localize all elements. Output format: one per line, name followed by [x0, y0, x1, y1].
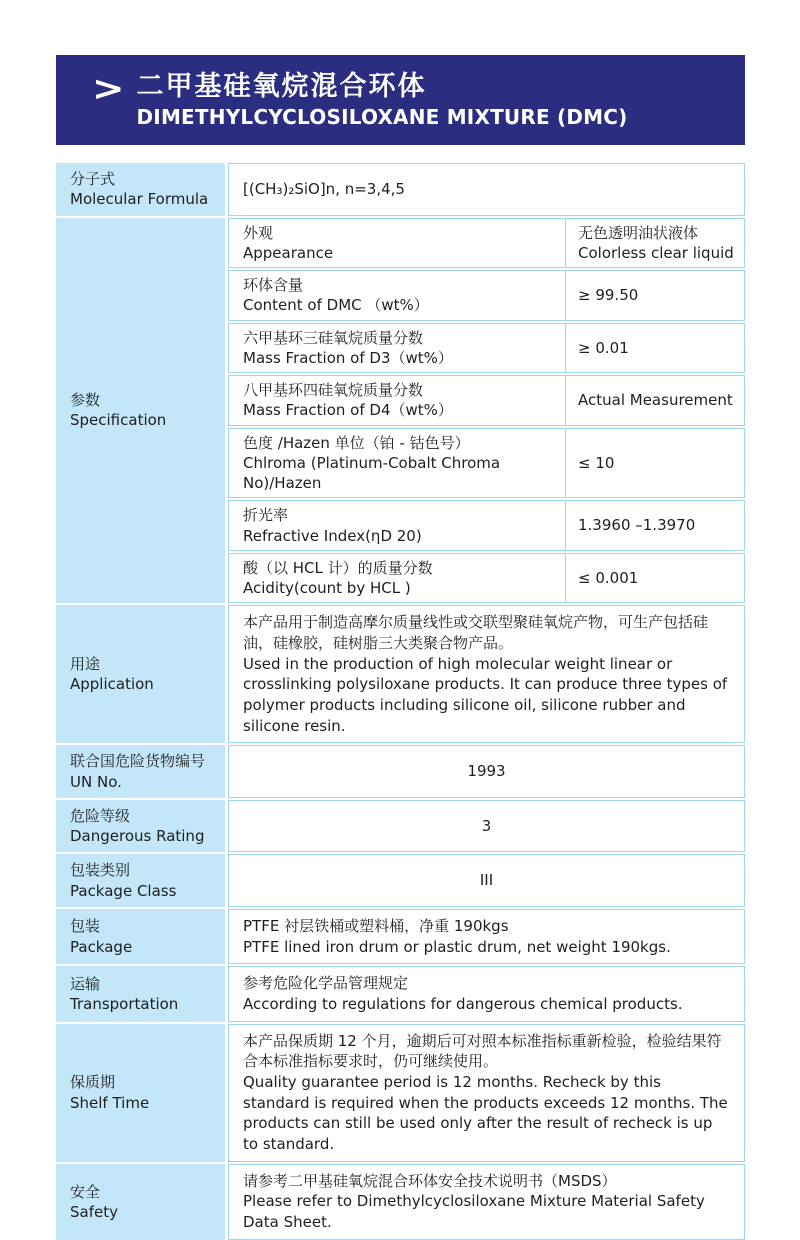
- spec-value-text: ≥ 99.50: [578, 286, 639, 305]
- product-title-en: DIMETHYLCYCLOSILOXANE MIXTURE (DMC): [136, 104, 628, 129]
- spec-label: [228, 500, 565, 551]
- spec-label-zh: 酸（以 HCL 计）的质量分数: [243, 558, 433, 577]
- spec-label-en: Mass Fraction of D4（wt%）: [243, 401, 453, 420]
- spec-value: [565, 218, 745, 269]
- label-zh: 参数: [70, 391, 101, 410]
- spec-value: [565, 323, 745, 374]
- spec-label: [228, 375, 565, 426]
- transportation-text: [228, 966, 745, 1021]
- datasheet-page: [56, 55, 745, 1240]
- label-en: Specification: [70, 411, 167, 430]
- label-en: Application: [70, 675, 154, 694]
- label-zh: 安全: [70, 1182, 101, 1201]
- transportation-text-en: According to regulations for dangerous chemical products.: [243, 994, 683, 1013]
- application-text-zh: 本产品用于制造高摩尔质量线性或交联型聚硅氧烷产物，可生产包括硅油，硅橡胶，硅树脂三大类聚合物产品。: [243, 613, 709, 652]
- shelf-time-text: [228, 1024, 745, 1162]
- row-label: [56, 745, 225, 798]
- package-text-en: PTFE lined iron drum or plastic drum, net weight 190kgs.: [243, 937, 671, 956]
- row-label: [56, 1024, 225, 1162]
- spec-value-text: ≤ 10: [578, 453, 615, 472]
- label-en: Molecular Formula: [70, 190, 209, 209]
- row-dangerous-rating: [56, 800, 745, 853]
- spec-label-zh: 八甲基环四硅氧烷质量分数: [243, 381, 424, 399]
- spec-label: [228, 218, 565, 269]
- spec-label-en: Acidity(count by HCL ): [243, 579, 411, 597]
- row-label: [56, 218, 225, 604]
- product-title-zh: 二甲基硅氧烷混合环体: [136, 71, 427, 103]
- label-en: Dangerous Rating: [70, 827, 205, 846]
- label-zh: 分子式: [70, 170, 116, 188]
- label-en: Shelf Time: [70, 1093, 150, 1112]
- safety-text: [228, 1164, 745, 1240]
- label-en: Safety: [70, 1202, 118, 1221]
- label-zh: 运输: [70, 974, 101, 993]
- row-label: [56, 163, 225, 216]
- un-no-text: 1993: [467, 762, 506, 781]
- spec-label: [228, 553, 565, 604]
- row-safety: [56, 1164, 745, 1240]
- spec-value-text: ≤ 0.001: [578, 568, 639, 587]
- row-label: [56, 909, 225, 964]
- row-label: [56, 966, 225, 1021]
- spec-table: [56, 163, 745, 1240]
- spec-value-text: 1.3960 –1.3970: [578, 516, 696, 535]
- spec-row-content-dmc: [228, 270, 745, 321]
- molecular-formula-value: [228, 163, 745, 216]
- label-zh: 危险等级: [70, 806, 131, 825]
- label-en: Package Class: [70, 881, 177, 900]
- safety-text-en: Please refer to Dimethylcyclosiloxane Mixture Material Safety Data Sheet.: [243, 1192, 705, 1232]
- package-text-zh: PTFE 衬层铁桶或塑料桶，净重 190kgs: [243, 916, 509, 935]
- dangerous-rating-value: [228, 800, 745, 853]
- label-zh: 联合国危险货物编号: [70, 752, 206, 771]
- spec-value: [565, 428, 745, 499]
- row-package: [56, 909, 745, 964]
- label-zh: 保质期: [70, 1073, 116, 1092]
- spec-label-en: Chlroma (Platinum-Cobalt Chroma No)/Hazen: [243, 453, 501, 492]
- label-en: Package: [70, 937, 133, 956]
- application-text: [228, 605, 745, 743]
- application-text-en: Used in the production of high molecular weight linear or crosslinking polysiloxane products. It can produce three types of polymer products including silicone oil, silicone rubber and silicone resin.: [243, 654, 728, 735]
- row-label: [56, 605, 225, 743]
- spec-value-text: Actual Measurement: [578, 391, 733, 410]
- spec-label-zh: 色度 /Hazen 单位（铂 - 钴色号）: [243, 433, 470, 452]
- un-no-value: [228, 745, 745, 798]
- spec-label-zh: 外观: [243, 223, 274, 242]
- formula-text: [(CH₃)₂SiO]n, n=3,4,5: [243, 179, 405, 198]
- spec-value-zh: 无色透明油状液体: [578, 223, 699, 242]
- label-zh: 包装类别: [70, 861, 131, 880]
- spec-value: [565, 500, 745, 551]
- chevron-right-icon: >: [91, 69, 125, 109]
- specification-rows: [228, 218, 745, 604]
- row-label: [56, 1164, 225, 1240]
- spec-value: [565, 375, 745, 426]
- package-text: [228, 909, 745, 964]
- transportation-text-zh: 参考危险化学品管理规定: [243, 974, 409, 993]
- row-specification: [56, 218, 745, 604]
- dangerous-rating-text: 3: [481, 816, 492, 835]
- spec-row-d3: [228, 323, 745, 374]
- spec-value-en: Colorless clear liquid: [578, 243, 734, 262]
- spec-label: [228, 428, 565, 499]
- spec-value-text: ≥ 0.01: [578, 338, 629, 357]
- spec-label-en: Content of DMC （wt%）: [243, 296, 429, 315]
- product-title-block: [137, 70, 628, 130]
- spec-label-zh: 折光率: [243, 506, 289, 525]
- spec-value: [565, 553, 745, 604]
- spec-row-appearance: [228, 218, 745, 269]
- spec-row-refractive-index: [228, 500, 745, 551]
- package-class-text: III: [479, 871, 494, 890]
- label-en: UN No.: [70, 772, 122, 791]
- header-banner: [56, 55, 745, 145]
- row-shelf-time: [56, 1024, 745, 1162]
- spec-row-acidity: [228, 553, 745, 604]
- row-application: [56, 605, 745, 743]
- package-class-value: [228, 854, 745, 907]
- spec-label-zh: 六甲基环三硅氧烷质量分数: [243, 328, 424, 347]
- label-zh: 包装: [70, 917, 101, 936]
- row-package-class: [56, 854, 745, 907]
- shelf-time-text-zh: 本产品保质期 12 个月，逾期后可对照本标准指标重新检验，检验结果符合本标准指标要求时，仍可继续使用。: [243, 1031, 722, 1071]
- spec-label-en: Mass Fraction of D3（wt%）: [243, 348, 453, 367]
- spec-row-d4: [228, 375, 745, 426]
- spec-label-en: Refractive Index(ηD 20): [243, 526, 422, 545]
- spec-value: [565, 270, 745, 321]
- spec-label: [228, 270, 565, 321]
- label-en: Transportation: [70, 994, 179, 1013]
- row-un-no: [56, 745, 745, 798]
- row-label: [56, 800, 225, 853]
- spec-label-en: Appearance: [243, 243, 334, 262]
- row-molecular-formula: [56, 163, 745, 216]
- shelf-time-text-en: Quality guarantee period is 12 months. Recheck by this standard is required when the products exceeds 12 months. The products can still be used only after the result of recheck is up to standard.: [243, 1073, 728, 1154]
- label-zh: 用途: [70, 655, 101, 674]
- safety-text-zh: 请参考二甲基硅氧烷混合环体安全技术说明书（MSDS）: [243, 1171, 617, 1190]
- spec-label: [228, 323, 565, 374]
- spec-label-zh: 环体含量: [243, 276, 304, 294]
- row-label: [56, 854, 225, 907]
- row-transportation: [56, 966, 745, 1021]
- spec-row-chroma: [228, 428, 745, 499]
